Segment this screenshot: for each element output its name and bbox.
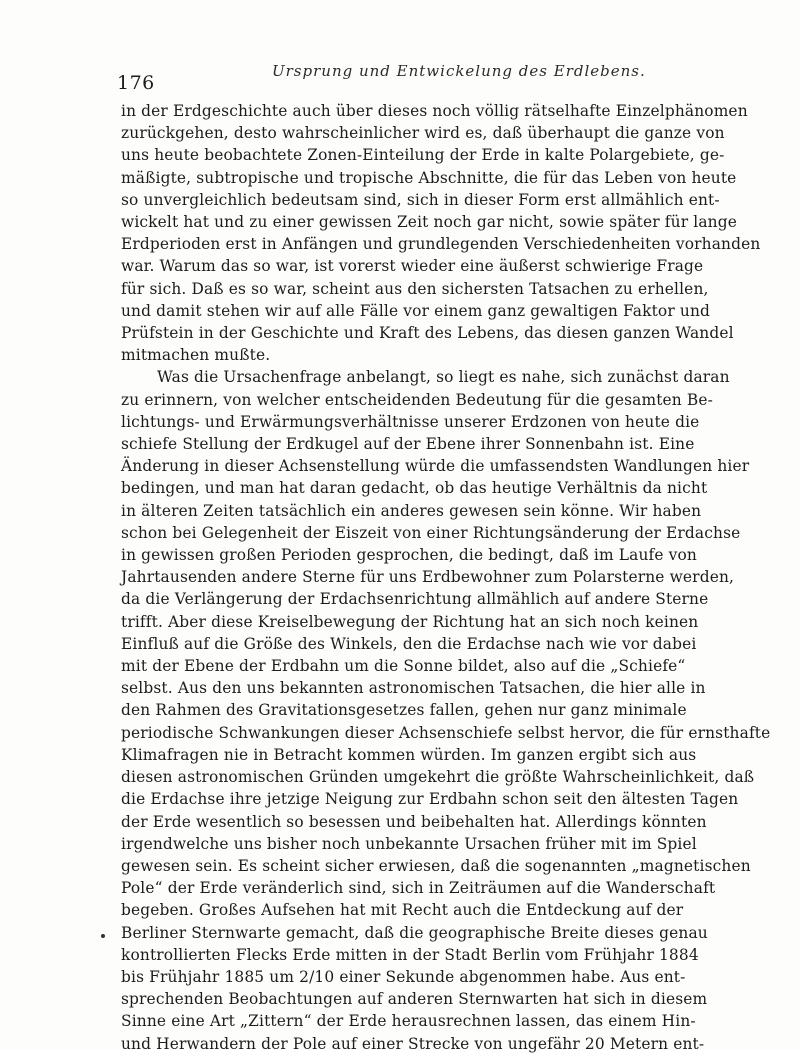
text-line: so unvergleichlich bedeutsam sind, sich in dieser Form erst allmählich ent- xyxy=(121,190,720,209)
text-line: zu erinnern, von welcher entscheidenden Bedeutung für die gesamten Be- xyxy=(121,390,713,409)
text-line: den Rahmen des Gravitationsgesetzes fallen, gehen nur ganz minimale xyxy=(121,701,687,720)
text-line: mäßigte, subtropische und tropische Abschnitte, die für das Leben von heute xyxy=(121,168,737,187)
text-line: für sich. Daß es so war, scheint aus den sichersten Tatsachen zu erhellen, xyxy=(121,279,709,298)
text-line: schiefe Stellung der Erdkugel auf der Ebene ihrer Sonnenbahn ist. Eine xyxy=(121,435,695,454)
text-line: periodische Schwankungen dieser Achsenschiefe selbst hervor, die für ernsthafte xyxy=(121,723,771,742)
paragraph-1 xyxy=(121,100,761,366)
running-title: Ursprung und Entwickelung des Erdlebens. xyxy=(272,62,646,80)
text-line: lichtungs- und Erwärmungsverhältnisse unserer Erdzonen von heute die xyxy=(121,412,700,431)
text-line: selbst. Aus den uns bekannten astronomischen Tatsachen, die hier alle in xyxy=(121,679,706,698)
text-line: diesen astronomischen Gründen umgekehrt die größte Wahrscheinlichkeit, daß xyxy=(121,768,755,787)
paragraph-2 xyxy=(121,366,771,1054)
text-line: Sinne eine Art „Zittern“ der Erde herausrechnen lassen, das einem Hin- xyxy=(121,1012,696,1031)
text-line: kontrollierten Flecks Erde mitten in der Stadt Berlin vom Frühjahr 1884 xyxy=(121,945,699,964)
text-line: Erdperioden erst in Anfängen und grundlegenden Verschiedenheiten vorhanden xyxy=(121,235,761,254)
text-line: Einfluß auf die Größe des Winkels, den die Erdachse nach wie vor dabei xyxy=(121,634,697,653)
text-line: war. Warum das so war, ist vorerst wieder eine äußerst schwierige Frage xyxy=(121,257,704,276)
text-line: Was die Ursachenfrage anbelangt, so liegt es nahe, sich zunächst daran xyxy=(157,368,730,387)
text-line: mit der Ebene der Erdbahn um die Sonne bildet, also auf die „Schiefe“ xyxy=(121,657,686,676)
text-line: die Erdachse ihre jetzige Neigung zur Erdbahn schon seit den ältesten Tagen xyxy=(121,790,739,809)
text-line: wickelt hat und zu einer gewissen Zeit noch gar nicht, sowie später für lange xyxy=(121,213,737,232)
text-line: sprechenden Beobachtungen auf anderen Sternwarten hat sich in diesem xyxy=(121,990,708,1009)
text-line: da die Verlängerung der Erdachsenrichtung allmählich auf andere Sterne xyxy=(121,590,709,609)
body-text xyxy=(121,100,771,1055)
text-line: bedingen, und man hat daran gedacht, ob das heutige Verhältnis da nicht xyxy=(121,479,708,498)
text-line: Jahrtausenden andere Sterne für uns Erdbewohner zum Polarsterne werden, xyxy=(121,568,735,587)
text-line: Berliner Sternwarte gemacht, daß die geographische Breite dieses genau xyxy=(121,923,708,942)
text-line: und damit stehen wir auf alle Fälle vor einem ganz gewaltigen Faktor und xyxy=(121,301,711,320)
text-line: mitmachen mußte. xyxy=(121,346,271,365)
text-line: Prüfstein in der Geschichte und Kraft des Lebens, das diesen ganzen Wandel xyxy=(121,324,734,343)
text-line: Klimafragen nie in Betracht kommen würden. Im ganzen ergibt sich aus xyxy=(121,745,697,764)
text-line: irgendwelche uns bisher noch unbekannte Ursachen früher mit im Spiel xyxy=(121,834,697,853)
text-line: trifft. Aber diese Kreiselbewegung der Richtung hat an sich noch keinen xyxy=(121,612,699,631)
text-line: in der Erdgeschichte auch über dieses noch völlig rätselhafte Einzelphänomen xyxy=(121,102,748,120)
text-line: in gewissen großen Perioden gesprochen, die bedingt, daß im Laufe von xyxy=(121,546,697,565)
page-number: 176 xyxy=(117,72,155,94)
text-line: zurückgehen, desto wahrscheinlicher wird es, daß überhaupt die ganze von xyxy=(121,124,725,143)
text-line: gewesen sein. Es scheint sicher erwiesen, daß die sogenannten „magnetischen xyxy=(121,856,751,875)
text-line: Pole“ der Erde veränderlich sind, sich in Zeiträumen auf die Wanderschaft xyxy=(121,879,716,898)
text-line: Änderung in dieser Achsenstellung würde die umfassendsten Wandlungen hier xyxy=(121,457,750,476)
text-line: bis Frühjahr 1885 um 2/10 einer Sekunde abgenommen habe. Aus ent- xyxy=(121,967,686,986)
text-line: uns heute beobachtete Zonen-Einteilung der Erde in kalte Polargebiete, ge- xyxy=(121,146,725,165)
margin-mark xyxy=(101,934,105,938)
text-line: und Herwandern der Pole auf einer Strecke von ungefähr 20 Metern ent- xyxy=(121,1034,705,1053)
text-line: schon bei Gelegenheit der Eiszeit von einer Richtungsänderung der Erdachse xyxy=(121,523,741,542)
text-line: der Erde wesentlich so besessen und beibehalten hat. Allerdings könnten xyxy=(121,812,707,831)
text-line: in älteren Zeiten tatsächlich ein anderes gewesen sein könne. Wir haben xyxy=(121,501,702,520)
text-line: begeben. Großes Aufsehen hat mit Recht auch die Entdeckung auf der xyxy=(121,901,684,920)
